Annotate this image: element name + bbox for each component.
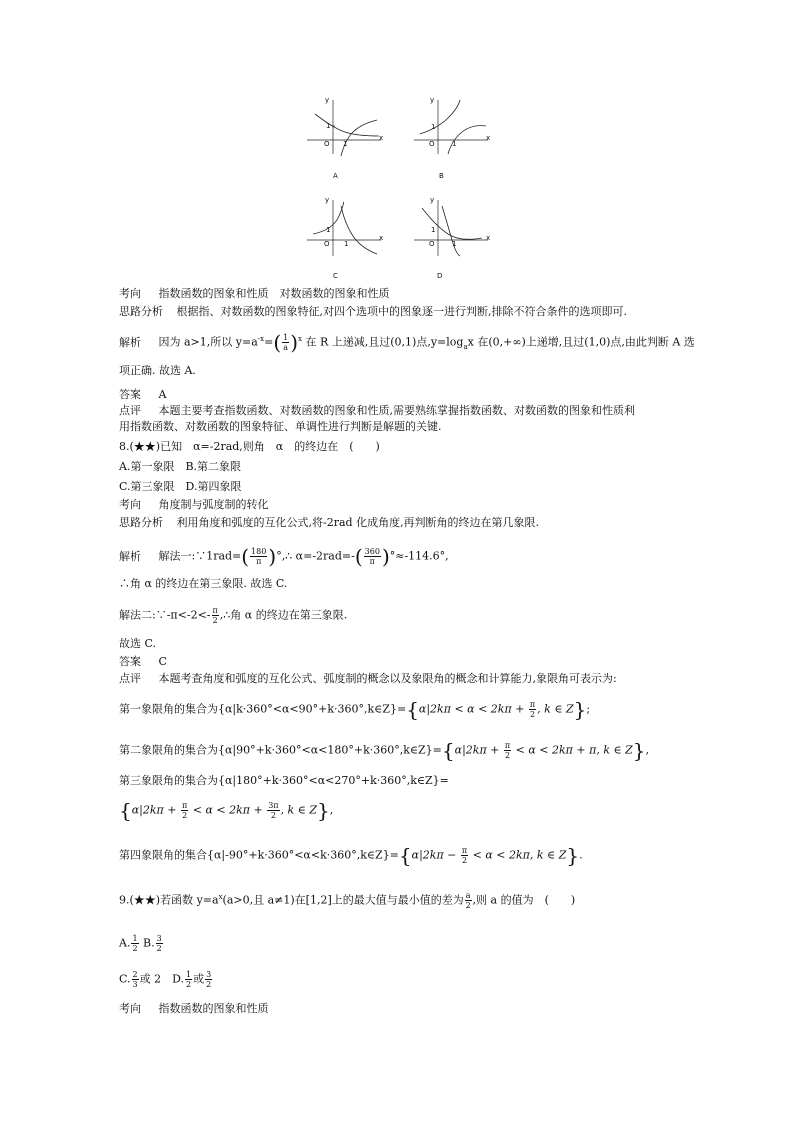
set4-d: . bbox=[579, 848, 583, 862]
q9-opt-c-den: 3 bbox=[132, 980, 138, 989]
q9-opt-d2: 或 bbox=[193, 972, 205, 986]
q8-m1-frac2-num: 360 bbox=[364, 547, 380, 556]
set3-d: , k ∈ Z bbox=[280, 803, 317, 817]
figure-option-b bbox=[412, 96, 492, 159]
q8-daan bbox=[119, 655, 167, 669]
q8-m2-b: ,∴角 α 的终边在第三象限. bbox=[219, 608, 348, 622]
graph-d-x: x bbox=[486, 234, 491, 242]
q7-jiexi-p3: 在 R 上递减,且过(0,1)点,y=log bbox=[305, 335, 464, 349]
q7-jiexi-cont: 项正确. 故选 A. bbox=[119, 364, 196, 377]
q7-jiexi: 解析 因为 a>1,所以 $y=a^{-x}=$( $\frac{1}{a}$ )$^x$ 在 R 上递减,且过(0,1)点$,y=\log_ax$ 在(0,+∞)上递增,且过(1,0)点,由此判断 A 选 bbox=[119, 330, 695, 355]
q7-jiexi-sup: -x bbox=[257, 335, 265, 343]
q8-m1-frac1-num: 180 bbox=[251, 547, 267, 556]
q9-kaoxiang-label: 考向 bbox=[119, 1002, 141, 1015]
graph-a-1x: 1 bbox=[343, 140, 348, 148]
graph-b-1x: 1 bbox=[452, 140, 457, 148]
q8-silu bbox=[119, 516, 539, 530]
q7-frac-exp: x bbox=[298, 335, 302, 343]
graph-c-x: x bbox=[379, 234, 384, 242]
q9-opt-a-num: 1 bbox=[132, 934, 138, 943]
q9-options-cd bbox=[119, 970, 213, 989]
graph-c-y: y bbox=[325, 196, 330, 204]
set4-frac-den: 2 bbox=[461, 856, 468, 865]
q7-daan-label: 答案 bbox=[119, 388, 141, 401]
graph-d-o: O bbox=[429, 240, 435, 248]
set3-frac2 bbox=[267, 801, 279, 820]
set3-frac1-num: π bbox=[181, 801, 188, 810]
graph-a-x: x bbox=[379, 134, 384, 142]
graph-b-o: O bbox=[429, 140, 435, 148]
q9-stem bbox=[119, 890, 575, 910]
q7-silu bbox=[119, 305, 627, 319]
set1-frac bbox=[529, 700, 536, 719]
q8-set3 bbox=[119, 774, 449, 788]
q8-method1: 解析 解法一:∵1rad=( $\frac{180}{\pi}$ )°,∴ α=-2rad=-( $\frac{360}{\pi}$ )°≈-114.6°, bbox=[119, 544, 449, 569]
q8-jiexi-label: 解析 bbox=[119, 549, 141, 563]
q8-m1-frac1 bbox=[250, 547, 267, 566]
q9-opt-d3-frac bbox=[205, 970, 212, 989]
graph-b-x: x bbox=[486, 134, 491, 142]
q8-m1-frac1-den: π bbox=[256, 557, 262, 566]
q8-daan-value: C bbox=[158, 655, 167, 668]
q9-opt-b: B. bbox=[143, 936, 155, 950]
q7-jiexi-p2: = bbox=[264, 335, 274, 349]
q7-jiexi-sub: a bbox=[463, 342, 468, 351]
set2-frac bbox=[504, 741, 511, 760]
q9-opt-c: C. bbox=[119, 972, 131, 986]
set1-frac-num: π bbox=[529, 700, 536, 709]
set2-d: , bbox=[645, 743, 650, 757]
q9-opt-d3-num: 3 bbox=[206, 970, 212, 979]
q8-set2: 第二象限角的集合为{α|90°+k·360°<α<180°+k·360°,k∈Z}={α|2kπ + $\frac{\pi}{2}$ < α < 2kπ + π, k ∈ Z}, bbox=[119, 738, 650, 763]
set4-c: < α < 2kπ, k ∈ Z bbox=[469, 848, 567, 862]
q7-frac-den: a bbox=[283, 343, 289, 353]
set4-frac-num: π bbox=[461, 846, 468, 855]
set1-d: ; bbox=[586, 702, 591, 716]
q8-m2-c: 故选 C. bbox=[119, 637, 157, 650]
q8-stem: 8.(★★)已知 α=-2rad,则角 α 的终边在 ( ) bbox=[119, 440, 380, 453]
set1-frac-den: 2 bbox=[529, 710, 536, 719]
q9-opt-c-frac bbox=[132, 970, 139, 989]
q9-opt-b-num: 3 bbox=[156, 934, 162, 943]
q9-kaoxiang-text: 指数函数的图象和性质 bbox=[158, 1002, 269, 1015]
caption-a: A bbox=[333, 172, 338, 180]
q8-m2-frac-den: 2 bbox=[212, 616, 218, 625]
q9-opt-b-den: 2 bbox=[156, 944, 162, 953]
q9-opt-a-den: 2 bbox=[132, 944, 138, 953]
set3-a: 第三象限角的集合为{α|180°+k·360°<α<270°+k·360°,k∈Z}= bbox=[119, 774, 449, 787]
q9-stem-frac bbox=[465, 891, 472, 910]
q7-silu-text: 根据指、对数函数的图象特征,对四个选项中的图象逐一进行判断,排除不符合条件的选项即可. bbox=[176, 305, 627, 318]
graph-c-o: O bbox=[324, 240, 330, 248]
figure-option-c bbox=[305, 196, 385, 261]
figure-option-a bbox=[305, 96, 385, 159]
set4-frac bbox=[461, 846, 468, 865]
graph-d-svg bbox=[412, 196, 492, 258]
q7-daan bbox=[119, 388, 166, 402]
q8-m1-frac2 bbox=[364, 547, 381, 566]
q9-stem-frac-num: a bbox=[465, 891, 471, 901]
q9-opt-c-num: 2 bbox=[132, 970, 138, 979]
q8-dianping-text: 本题考查角度和弧度的互化公式、弧度制的概念以及象限角的概念和计算能力,象限角可表示为: bbox=[158, 672, 617, 685]
q8-m1-b: °,∴ α=-2rad=- bbox=[276, 549, 355, 563]
q7-daan-value: A bbox=[158, 388, 167, 401]
q8-options-cd: C.第三象限 D.第四象限 bbox=[119, 480, 242, 493]
q8-m1-d: ∴角 α 的终边在第三象限. 故选 C. bbox=[119, 577, 288, 590]
q8-m1-a: 解法一:∵1rad= bbox=[158, 549, 242, 563]
q7-jiexi-label: 解析 bbox=[119, 335, 141, 349]
q8-set3-cont: {α|2kπ + $\frac{\pi}{2}$ < α < 2kπ + $\frac{3\pi}{2}$ , k ∈ Z}, bbox=[119, 798, 334, 823]
q7-jiexi-p4: x 在(0,+∞)上递增,且过(1,0)点,由此判断 A 选 bbox=[467, 335, 695, 349]
q9-kaoxiang bbox=[119, 1002, 269, 1016]
q9-opt-c2: 或 2 D. bbox=[139, 972, 185, 986]
q9-stem-sup: x bbox=[218, 893, 223, 901]
set3-b: α|2kπ + bbox=[131, 803, 180, 817]
q7-jiexi-p1: 因为 a>1,所以 y=a bbox=[158, 335, 258, 349]
q7-kaoxiang-text: 指数函数的图象和性质 对数函数的图象和性质 bbox=[158, 287, 390, 300]
q9-options-ab bbox=[119, 934, 164, 953]
q7-silu-label: 思路分析 bbox=[119, 305, 163, 318]
set4-a: 第四象限角的集合{α|-90°+k·360°<α<k·360°,k∈Z}= bbox=[119, 848, 399, 862]
q7-dianping bbox=[119, 404, 635, 418]
set2-frac-num: π bbox=[504, 741, 511, 750]
set2-b: α|2kπ + bbox=[454, 743, 503, 757]
q7-kaoxiang-label: 考向 bbox=[119, 287, 141, 300]
caption-d: D bbox=[437, 272, 443, 280]
caption-c: C bbox=[333, 272, 338, 280]
q8-m2-frac bbox=[212, 606, 219, 625]
q9-opt-d-num: 1 bbox=[186, 970, 192, 979]
q8-options-ab: A.第一象限 B.第二象限 bbox=[119, 460, 242, 473]
q9-opt-a: A. bbox=[119, 936, 131, 950]
q7-dianping-1: 本题主要考查指数函数、对数函数的图象和性质,需要熟练掌握指数函数、对数函数的图象和性质利 bbox=[158, 404, 635, 417]
set4-b: α|2kπ − bbox=[411, 848, 460, 862]
q7-dianping-2: 用指数函数、对数函数的图象特征、单调性进行判断是解题的关键. bbox=[119, 420, 442, 433]
graph-c-1y: 1 bbox=[326, 226, 331, 234]
q9-stem-c: ,则 a 的值为 ( ) bbox=[472, 893, 576, 907]
q8-kaoxiang-label: 考向 bbox=[119, 498, 141, 511]
graph-a-1y: 1 bbox=[326, 122, 331, 130]
q9-opt-d3-den: 2 bbox=[206, 980, 212, 989]
graph-c-svg bbox=[305, 196, 385, 258]
set1-a: 第一象限角的集合为{α|k·360°<α<90°+k·360°,k∈Z}= bbox=[119, 702, 407, 716]
q8-dianping bbox=[119, 672, 617, 686]
q7-dianping-label: 点评 bbox=[119, 404, 141, 417]
set2-c: < α < 2kπ + π, k ∈ Z bbox=[512, 743, 633, 757]
q8-silu-text: 利用角度和弧度的互化公式,将-2rad 化成角度,再判断角的终边在第几象限. bbox=[176, 516, 540, 529]
q8-m1-frac2-den: π bbox=[369, 557, 375, 566]
q9-opt-b-frac bbox=[156, 934, 163, 953]
graph-a-o: O bbox=[324, 140, 330, 148]
set3-frac1 bbox=[181, 801, 188, 820]
q7-frac-num: 1 bbox=[283, 333, 289, 343]
graph-b-y: y bbox=[430, 96, 435, 104]
set3-frac2-num: 3π bbox=[268, 801, 279, 810]
figure-option-d bbox=[412, 196, 492, 261]
graph-d-1x: 1 bbox=[452, 240, 457, 248]
set2-a: 第二象限角的集合为{α|90°+k·360°<α<180°+k·360°,k∈Z}= bbox=[119, 743, 442, 757]
set1-b: α|2kπ < α < 2kπ + bbox=[418, 702, 528, 716]
graph-b-1y: 1 bbox=[431, 123, 436, 131]
q9-opt-d-den: 2 bbox=[186, 980, 192, 989]
q9-opt-d-frac bbox=[185, 970, 192, 989]
q9-opt-a-frac bbox=[131, 934, 138, 953]
set3-c: < α < 2kπ + bbox=[189, 803, 267, 817]
graph-d-y: y bbox=[430, 196, 435, 204]
q7-frac bbox=[282, 333, 289, 352]
q8-m2-a: 解法二:∵-π<-2<- bbox=[119, 608, 211, 622]
q8-silu-label: 思路分析 bbox=[119, 516, 163, 529]
q8-set4: 第四象限角的集合{α|-90°+k·360°<α<k·360°,k∈Z}={α|2kπ − $\frac{\pi}{2}$ < α < 2kπ, k ∈ Z}. bbox=[119, 843, 583, 868]
q8-method2 bbox=[119, 606, 347, 625]
set1-c: , k ∈ Z bbox=[537, 702, 574, 716]
caption-b: B bbox=[439, 172, 444, 180]
set2-frac-den: 2 bbox=[504, 751, 511, 760]
q8-kaoxiang bbox=[119, 498, 269, 512]
set3-e: , bbox=[329, 803, 334, 817]
graph-d-1y: 1 bbox=[431, 226, 436, 234]
q9-stem-b: (a>0,且 a≠1)在[1,2]上的最大值与最小值的差为 bbox=[222, 893, 464, 907]
graph-c-1x: 1 bbox=[344, 240, 349, 248]
q9-stem-a: 9.(★★)若函数 y=a bbox=[119, 893, 219, 907]
q8-kaoxiang-text: 角度制与弧度制的转化 bbox=[158, 498, 269, 511]
set3-frac2-den: 2 bbox=[270, 811, 276, 820]
set3-frac1-den: 2 bbox=[182, 811, 188, 820]
q8-dianping-label: 点评 bbox=[119, 672, 141, 685]
q8-m1-c: °≈-114.6°, bbox=[389, 549, 449, 563]
q8-daan-label: 答案 bbox=[119, 655, 141, 668]
graph-a-y: y bbox=[325, 96, 330, 104]
q7-kaoxiang bbox=[119, 287, 390, 301]
q8-set1: 第一象限角的集合为{α|k·360°<α<90°+k·360°,k∈Z}={α|2kπ < α < 2kπ + $\frac{\pi}{2}$ , k ∈ Z}; bbox=[119, 697, 591, 722]
q8-m2-frac-num: π bbox=[212, 606, 218, 615]
q9-stem-frac-den: 2 bbox=[465, 901, 471, 911]
